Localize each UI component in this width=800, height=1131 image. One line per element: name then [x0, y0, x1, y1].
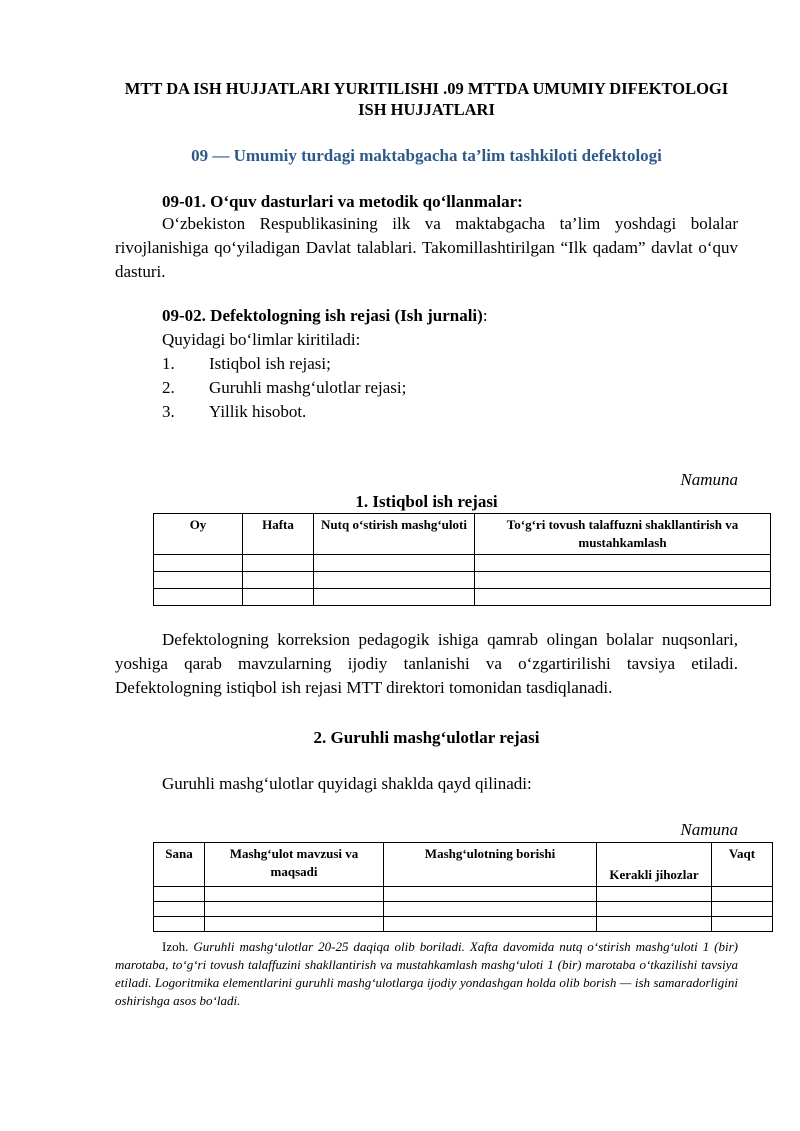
- paragraph-after-table-content: Defektologning korreksion pedagogik ishiga qamrab olingan bolalar nuqsonlari, yoshiga qarab mavzularning ijodiy tanlanishi va o‘zgartirilishi tavsiya etiladi. Defektologning istiqbol ish rejasi MTT direktori tomonidan tasdiqlanadi.: [115, 630, 738, 697]
- list-item-number: 1.: [162, 354, 175, 373]
- table-header-cell: To‘g‘ri tovush talaffuzni shakllantirish va mustahkamlash: [475, 514, 771, 555]
- list-item-number: 2.: [162, 378, 175, 397]
- section-text-09-01: [115, 212, 738, 284]
- list-item: [162, 354, 331, 374]
- table-header-cell: Mashg‘ulot mavzusi va maqsadi: [205, 843, 384, 887]
- table-row: [154, 887, 773, 902]
- table-caption: 1. Istiqbol ish rejasi: [355, 492, 498, 511]
- group-lessons-table: [153, 842, 773, 932]
- table-header-cell: Sana: [154, 843, 205, 887]
- list-item: [162, 402, 306, 422]
- footnote-text: Guruhli mashg‘ulotlar 20-25 daqiqa olib boriladi. Xafta davomida nutq o‘stirish mashg‘uloti 1 (bir) marotaba, to‘g‘ri tovush talaffuzini shakllantirish va mustahkamlash mashg‘uloti 1 (bir) marotaba o‘tkazilishi tavsiya etiladi. Logoritmika elementlarini guruhli mashg‘ulotlarga ijodiy yondashgan holda olib borish — ish samaradorligini oshirishga asos bo‘ladi.: [115, 939, 739, 1008]
- list-item-text: Istiqbol ish rejasi;: [209, 354, 331, 373]
- section-heading-09-01: 09-01. O‘quv dasturlari va metodik qo‘llanmalar:: [162, 192, 523, 211]
- table-row: [154, 572, 771, 589]
- table-header-row: [154, 843, 773, 887]
- sample-label: Namuna: [680, 820, 738, 839]
- table-row: [154, 589, 771, 606]
- section-text-09-01-content: O‘zbekiston Respublikasining ilk va maktabgacha ta’lim yoshdagi bolalar rivojlanishiga qo‘yiladigan Davlat talablari. Takomillashtirilgan “Ilk qadam” davlat o‘quv dasturi.: [115, 214, 738, 281]
- table-header-cell: Kerakli jihozlar: [597, 843, 712, 887]
- section-heading-group-plan: 2. Guruhli mashg‘ulotlar rejasi: [313, 728, 540, 747]
- table-row: [154, 917, 773, 932]
- sample-label: Namuna: [680, 470, 738, 489]
- table-header-cell: Mashg‘ulotning borishi: [384, 843, 597, 887]
- table-row: [154, 902, 773, 917]
- section-heading-colon: :: [482, 306, 488, 325]
- footnote: [115, 938, 738, 1010]
- table-header-cell: Hafta: [243, 514, 314, 555]
- plan-table: [153, 513, 771, 606]
- section-heading-09-02-text: 09-02. Defektologning ish rejasi (Ish jurnali): [162, 306, 483, 325]
- section-intro: Quyidagi bo‘limlar kiritiladi:: [162, 330, 361, 349]
- list-item-text: Yillik hisobot.: [209, 402, 307, 421]
- page-subtitle: 09 — Umumiy turdagi maktabgacha ta’lim tashkiloti defektologi: [191, 146, 662, 165]
- table-row: [154, 555, 771, 572]
- table-header-cell: Oy: [154, 514, 243, 555]
- list-item: [162, 378, 406, 398]
- table-header-cell: Nutq o‘stirish mashg‘uloti: [314, 514, 475, 555]
- table-header-row: [154, 514, 771, 555]
- page-title: MTT DA ISH HUJJATLARI YURITILISHI .09 MTTDA UMUMIY DIFEKTOLOGI ISH HUJJATLARI: [124, 79, 729, 119]
- list-item-number: 3.: [162, 402, 175, 421]
- paragraph-after-table: [115, 628, 738, 700]
- section-text-group-plan: Guruhli mashg‘ulotlar quyidagi shaklda qayd qilinadi:: [162, 774, 532, 793]
- section-heading-09-02: [162, 306, 488, 326]
- footnote-lead: Izoh.: [162, 939, 189, 954]
- table-header-cell: Vaqt: [712, 843, 773, 887]
- list-item-text: Guruhli mashg‘ulotlar rejasi;: [209, 378, 407, 397]
